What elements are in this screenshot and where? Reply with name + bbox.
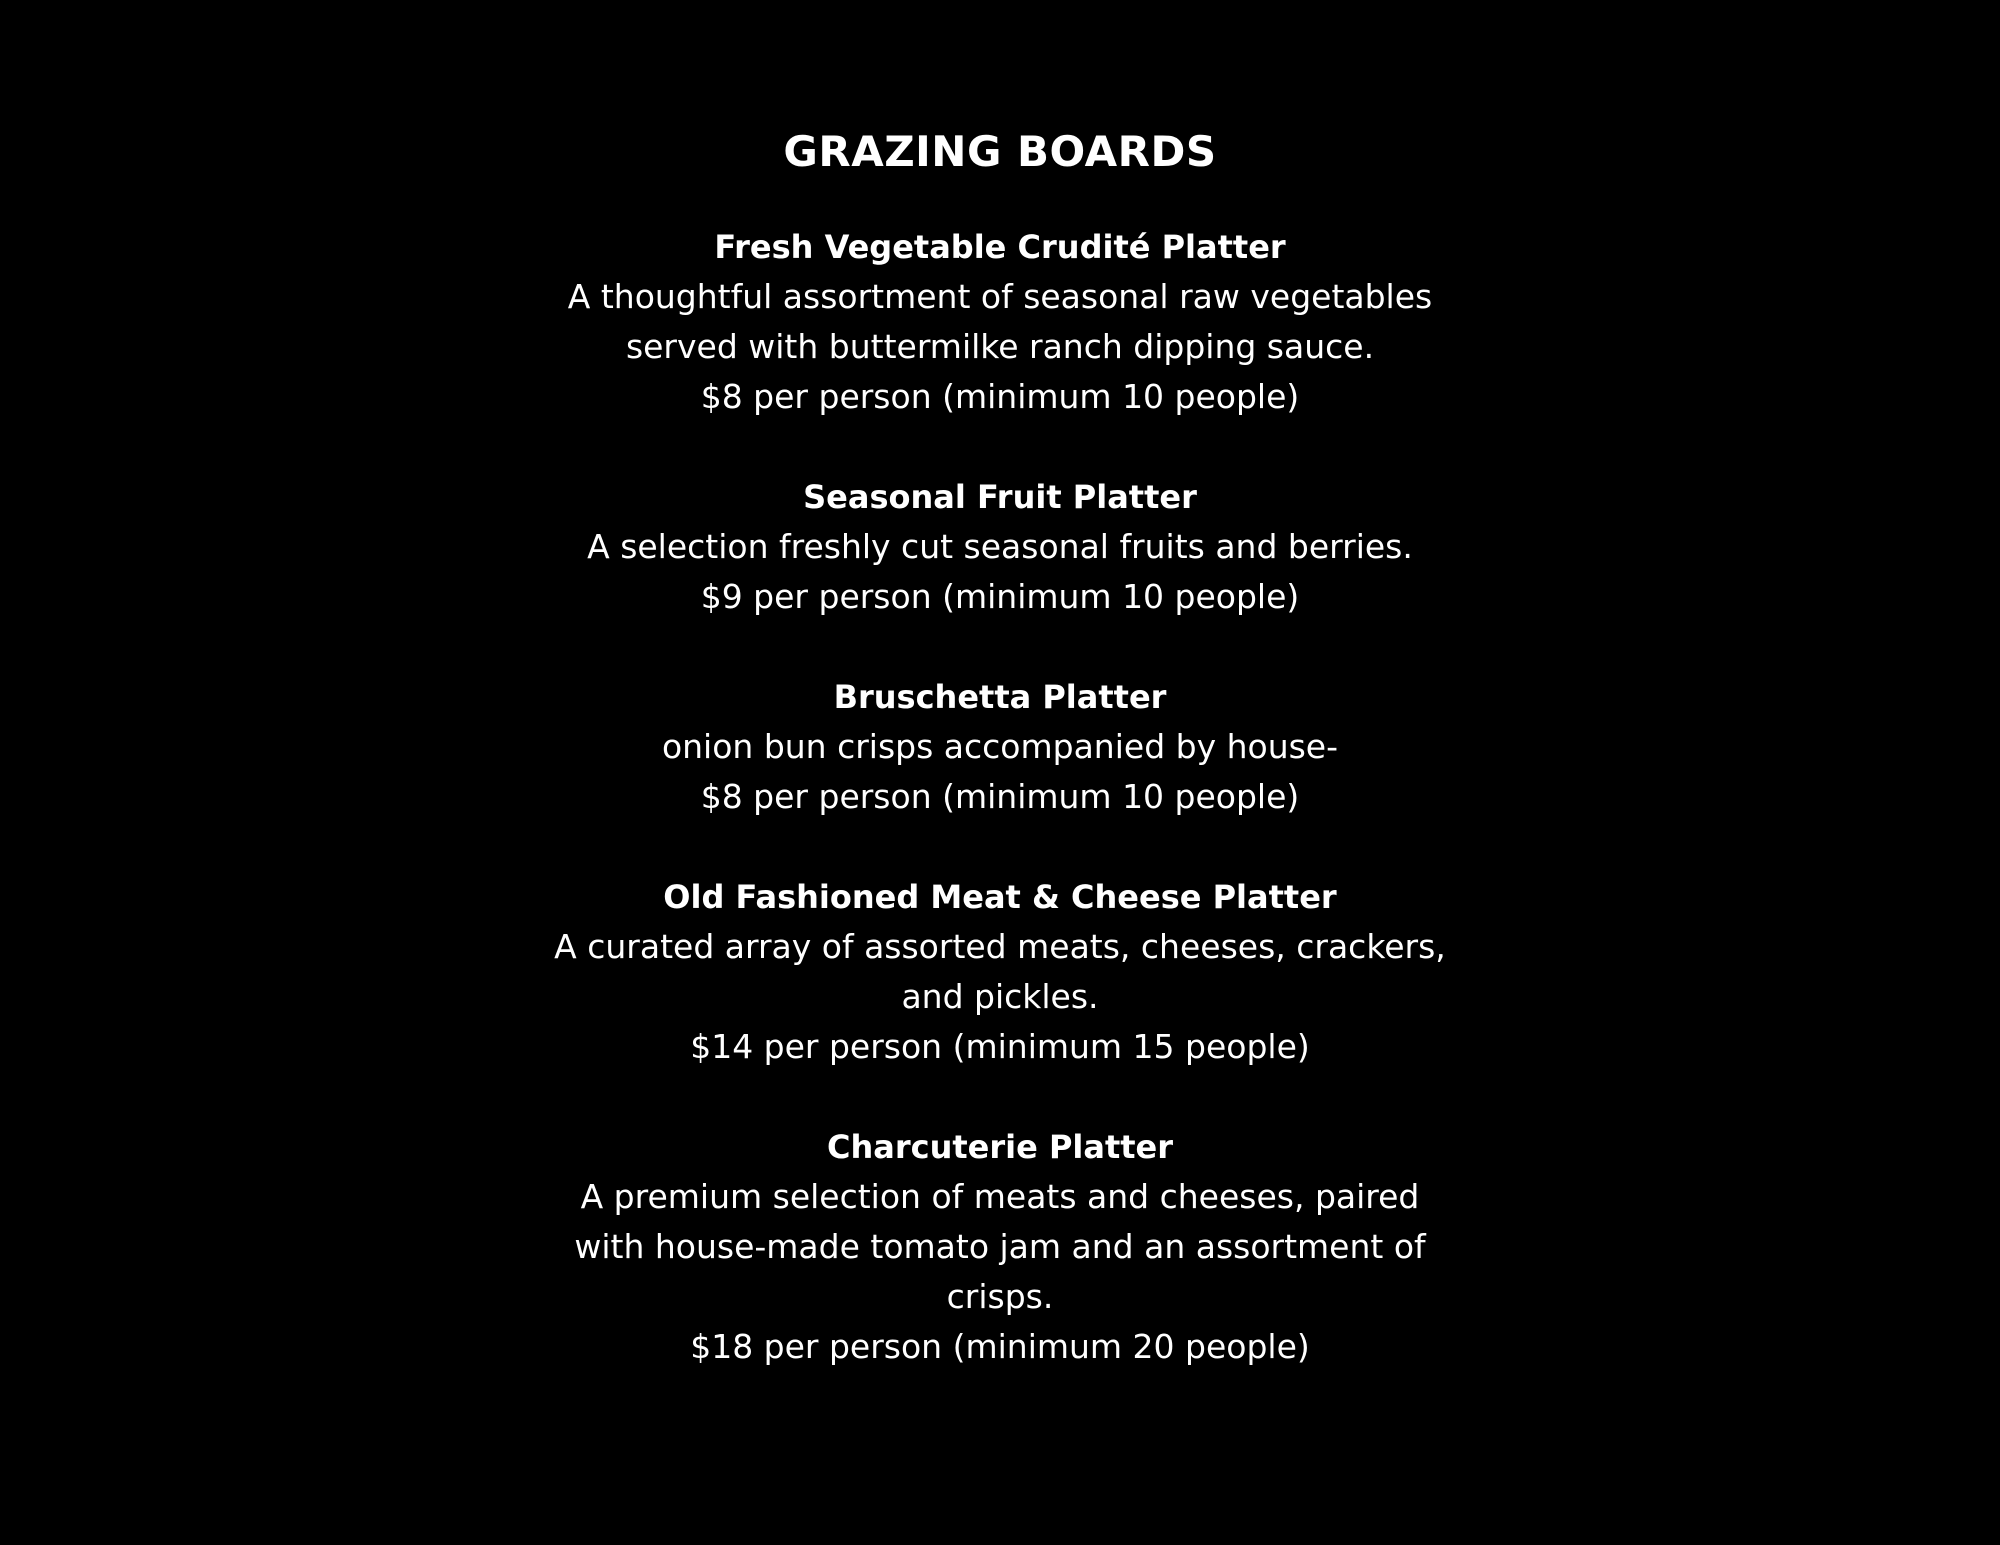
- item-description-line: crisps.: [946, 1277, 1054, 1316]
- item-description-line: A curated array of assorted meats, cheeses, crackers,: [554, 927, 1446, 966]
- item-price: $8 per person (minimum 10 people): [700, 377, 1300, 416]
- item-description-line: served with buttermilke ranch dipping sauce.: [625, 327, 1375, 366]
- menu-title: GRAZING BOARDS: [783, 127, 1217, 176]
- grazing-boards-menu: [500, 122, 1500, 1422]
- item-name: Old Fashioned Meat & Cheese Platter: [663, 878, 1337, 916]
- item-price: $14 per person (minimum 15 people): [690, 1027, 1310, 1066]
- item-name: Charcuterie Platter: [826, 1128, 1174, 1166]
- item-description-line: A premium selection of meats and cheeses, paired: [580, 1177, 1420, 1216]
- menu-item-fruit: [500, 472, 1500, 622]
- item-description-line: onion bun crisps accompanied by house-: [661, 727, 1339, 766]
- menu-item-meat-cheese: [500, 872, 1500, 1072]
- item-description-line: A thoughtful assortment of seasonal raw vegetables: [567, 277, 1433, 316]
- item-price: $9 per person (minimum 10 people): [700, 577, 1300, 616]
- item-description-line: with house-made tomato jam and an assortment of: [574, 1227, 1426, 1266]
- menu-item-crudite: [500, 222, 1500, 422]
- item-name: Seasonal Fruit Platter: [803, 478, 1197, 516]
- item-price: $8 per person (minimum 10 people): [700, 777, 1300, 816]
- menu-item-charcuterie: [500, 1122, 1500, 1372]
- item-name: Bruschetta Platter: [833, 678, 1167, 716]
- item-description-line: A selection freshly cut seasonal fruits and berries.: [587, 527, 1413, 566]
- item-price: $18 per person (minimum 20 people): [690, 1327, 1310, 1366]
- menu-item-bruschetta: [500, 672, 1500, 822]
- item-description-line: and pickles.: [901, 977, 1099, 1016]
- item-name: Fresh Vegetable Crudité Platter: [714, 228, 1286, 266]
